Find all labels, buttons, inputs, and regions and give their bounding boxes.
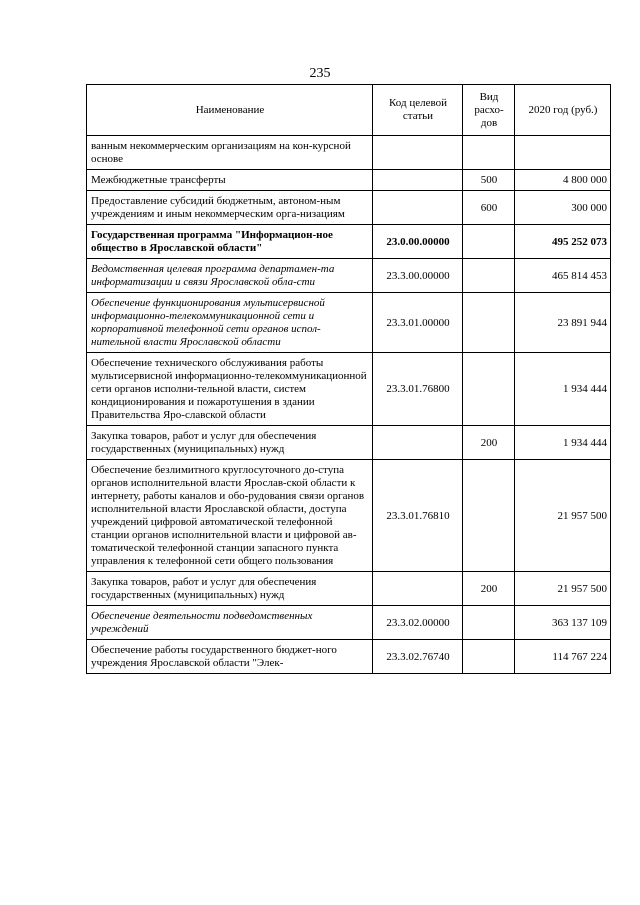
- row-code: 23.3.01.76810: [373, 460, 463, 572]
- row-type: [463, 640, 515, 674]
- row-sum: 23 891 944: [515, 293, 611, 353]
- row-sum: 21 957 500: [515, 460, 611, 572]
- table-header-row: [87, 85, 611, 136]
- row-type: [463, 293, 515, 353]
- page-number: 235: [309, 66, 331, 81]
- row-type: 200: [463, 426, 515, 460]
- row-code: [373, 136, 463, 170]
- row-sum: 495 252 073: [515, 225, 611, 259]
- row-sum: 114 767 224: [515, 640, 611, 674]
- row-code: 23.3.02.00000: [373, 606, 463, 640]
- row-sum: 1 934 444: [515, 426, 611, 460]
- row-sum: [515, 136, 611, 170]
- row-sum: 1 934 444: [515, 353, 611, 426]
- row-code: 23.3.00.00000: [373, 259, 463, 293]
- header-type: Вид расхо-дов: [463, 85, 515, 136]
- row-code: 23.3.01.76800: [373, 353, 463, 426]
- row-type: 500: [463, 170, 515, 191]
- header-code: Код целевой статьи: [373, 85, 463, 136]
- table-row: [87, 191, 611, 225]
- row-sum: 363 137 109: [515, 606, 611, 640]
- row-type: [463, 460, 515, 572]
- row-name: Обеспечение технического обслуживания работы мультисервисной информационно-телекоммуникационной сети органов исполни-тельной власти, систем кондиционирования и пожаротушения в здании Правительства Яро-славской области: [87, 353, 373, 426]
- row-name: Межбюджетные трансферты: [87, 170, 373, 191]
- row-code: 23.3.01.00000: [373, 293, 463, 353]
- table-row: [87, 426, 611, 460]
- row-type: [463, 259, 515, 293]
- row-name: Предоставление субсидий бюджетным, автоном-ным учреждениям и иным некоммерческим орга-низациям: [87, 191, 373, 225]
- row-name: Обеспечение безлимитного круглосуточного до-ступа органов исполнительной власти Ярослав-ской области к интернету, работы каналов и обо-рудования связи органов исполнительной власти Ярославской области, доступа учреждений цифровой автоматической телефонной станции органов исполнительной власти и цифровой ав-томатической телефонной станции запасного пункта управления к телефонной сети общего пользования: [87, 460, 373, 572]
- row-type: [463, 353, 515, 426]
- table-row-subprogram: [87, 606, 611, 640]
- row-code: [373, 170, 463, 191]
- row-name: Обеспечение функционирования мультисервисной информационно-телекоммуникационной сети и корпоративной телефонной сети органов испол-нительной власти Ярославской области: [87, 293, 373, 353]
- row-name: Обеспечение работы государственного бюджет-ного учреждения Ярославской области "Элек-: [87, 640, 373, 674]
- row-code: [373, 572, 463, 606]
- table-row: [87, 572, 611, 606]
- header-name: Наименование: [87, 85, 373, 136]
- table-row-subprogram: [87, 259, 611, 293]
- row-type: 200: [463, 572, 515, 606]
- table-row: [87, 170, 611, 191]
- table-row-subprogram: [87, 293, 611, 353]
- table-row-program: [87, 225, 611, 259]
- row-type: [463, 606, 515, 640]
- row-name: Закупка товаров, работ и услуг для обеспечения государственных (муниципальных) нужд: [87, 426, 373, 460]
- row-name: Закупка товаров, работ и услуг для обеспечения государственных (муниципальных) нужд: [87, 572, 373, 606]
- table-row: [87, 640, 611, 674]
- row-code: 23.0.00.00000: [373, 225, 463, 259]
- row-code: [373, 426, 463, 460]
- table-row: [87, 353, 611, 426]
- row-name: Ведомственная целевая программа департамен-та информатизации и связи Ярославской обла-сти: [87, 259, 373, 293]
- table-row: [87, 460, 611, 572]
- header-sum: 2020 год (руб.): [515, 85, 611, 136]
- table-row: [87, 136, 611, 170]
- row-name: Обеспечение деятельности подведомственных учреждений: [87, 606, 373, 640]
- row-name: ванным некоммерческим организациям на кон-курсной основе: [87, 136, 373, 170]
- row-sum: 465 814 453: [515, 259, 611, 293]
- row-name: Государственная программа "Информацион-ное общество в Ярославской области": [87, 225, 373, 259]
- row-code: [373, 191, 463, 225]
- row-type: 600: [463, 191, 515, 225]
- row-code: 23.3.02.76740: [373, 640, 463, 674]
- row-sum: 300 000: [515, 191, 611, 225]
- row-type: [463, 225, 515, 259]
- row-sum: 4 800 000: [515, 170, 611, 191]
- row-sum: 21 957 500: [515, 572, 611, 606]
- row-type: [463, 136, 515, 170]
- budget-table: [86, 84, 611, 674]
